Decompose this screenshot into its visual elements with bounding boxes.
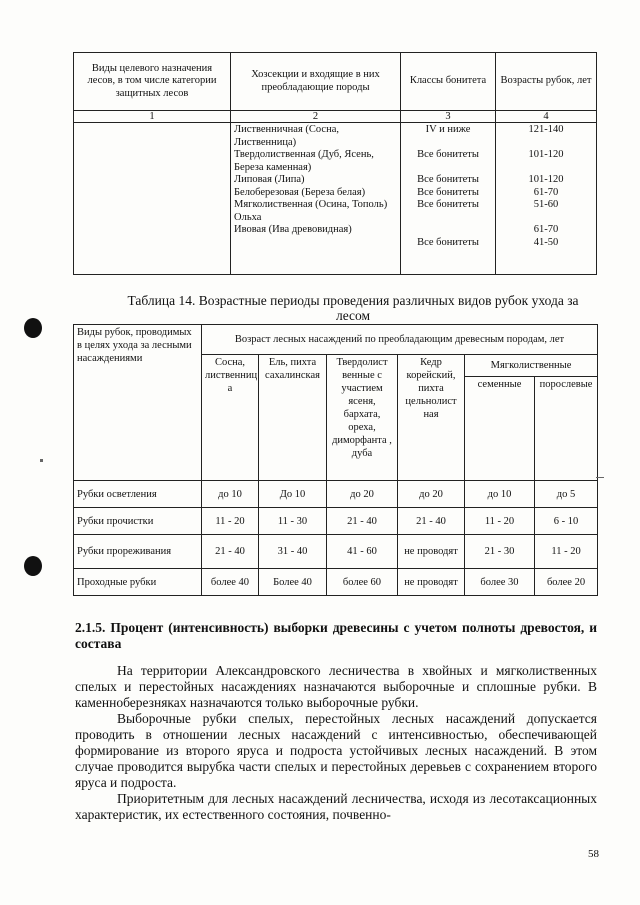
- table-cell: Все бонитеты: [417, 149, 479, 160]
- t1-header-purpose: Виды целевого назначения лесов, в том числе категории защитных лесов: [74, 53, 231, 111]
- table-cell: 21 - 40: [327, 508, 398, 535]
- t2-col-pine: Сосна, лиственниц а: [202, 355, 259, 481]
- t2-rowhead: Виды рубок, проводимых в целях ухода за лесными насаждениями: [74, 325, 202, 481]
- scan-speck: [40, 459, 43, 462]
- table-cell: 51-60: [533, 199, 559, 210]
- t2-col-softwood: Мягколиственные: [465, 355, 598, 377]
- scan-speck: [596, 477, 604, 478]
- t1-header-age: Возрасты рубок, лет: [496, 53, 597, 111]
- t1-header-sections: Хозсекции и входящие в них преобладающие породы: [231, 53, 401, 111]
- t1-colnum: 4: [496, 111, 597, 123]
- t1-bonitet-cell: [401, 123, 496, 275]
- age-of-cutting-table: [73, 52, 597, 275]
- table-cell: более 30: [465, 569, 535, 596]
- table-cell: не проводят: [398, 569, 465, 596]
- table-cell: 101-120: [528, 174, 564, 185]
- table-cell: более 60: [327, 569, 398, 596]
- table-cell: 61-70: [533, 224, 559, 235]
- table-cell: 41 - 60: [327, 535, 398, 569]
- table-cell: Все бонитеты: [417, 174, 479, 185]
- table-cell: 21 - 40: [202, 535, 259, 569]
- t1-colnum: 2: [231, 111, 401, 123]
- table-cell: до 20: [398, 481, 465, 508]
- table-cell: 11 - 20: [202, 508, 259, 535]
- t2-grouphead: Возраст лесных насаждений по преобладающим древесным породам, лет: [202, 325, 598, 355]
- paragraph: На территории Александровского лесничества в хвойных и мягколиственных спелых и перестойных насаждениях назначаются выборочные и сплошные рубки. В каменноберезняках назначаются только выборочные рубки.: [75, 663, 597, 710]
- table-cell: 101-120: [528, 149, 564, 160]
- t1-header-bonitet: Классы бонитета: [401, 53, 496, 111]
- table-row: Мягколиственная (Осина, Тополь): [234, 199, 388, 210]
- table-row: Белоберезовая (Береза белая): [234, 186, 366, 198]
- table-cell: 31 - 40: [259, 535, 327, 569]
- table-row: Ольха: [234, 211, 262, 223]
- table-cell: IV и ниже: [425, 124, 471, 135]
- table-row: Ивовая (Ива древовидная): [234, 224, 352, 235]
- table-cell: 61-70: [533, 186, 559, 198]
- t2-row-label: Рубки прореживания: [74, 535, 202, 569]
- paragraph: Приоритетным для лесных насаждений лесничества, исходя из лесотаксационных характеристик, их естественного состояния, почвенно-: [75, 791, 597, 822]
- t2-row-label: Рубки прочистки: [74, 508, 202, 535]
- table-cell: До 10: [259, 481, 327, 508]
- table-cell: до 20: [327, 481, 398, 508]
- page-number: 58: [588, 848, 599, 860]
- t1-colnum: 3: [401, 111, 496, 123]
- t2-col-coppice: порослевые: [535, 377, 598, 481]
- table-cell: 6 - 10: [535, 508, 598, 535]
- table-cell: до 10: [465, 481, 535, 508]
- t2-row-label: Проходные рубки: [74, 569, 202, 596]
- t2-col-seed: семенные: [465, 377, 535, 481]
- table-cell: до 10: [202, 481, 259, 508]
- table-cell: более 40: [202, 569, 259, 596]
- t1-sections-cell: [231, 123, 401, 275]
- table-cell: Более 40: [259, 569, 327, 596]
- table-caption: Таблица 14. Возрастные периоды проведения различных видов рубок ухода за лесом: [127, 293, 579, 323]
- thinning-periods-table: [73, 324, 598, 596]
- table-row: Твердолиственная (Дуб, Ясень, Береза каменная): [234, 149, 374, 173]
- table-cell: до 5: [535, 481, 598, 508]
- table-cell: 11 - 20: [465, 508, 535, 535]
- section-title: 2.1.5. Процент (интенсивность) выборки древесины с учетом полноты древостоя, и состава: [75, 620, 597, 651]
- t2-col-hardwood: Твердолист венные с участием ясеня, бархата, ореха, диморфанта , дуба: [327, 355, 398, 481]
- table-cell: более 20: [535, 569, 598, 596]
- t1-age-cell: [496, 123, 597, 275]
- table-cell: Все бонитеты: [417, 236, 479, 248]
- table-cell: 121-140: [528, 124, 564, 135]
- table-cell: 11 - 20: [535, 535, 598, 569]
- table-cell: не проводят: [398, 535, 465, 569]
- t2-col-cedar: Кедр корейский, пихта цельнолист ная: [398, 355, 465, 481]
- table-row: Липовая (Липа): [234, 174, 305, 185]
- table-cell: 21 - 40: [398, 508, 465, 535]
- punch-hole-mark: [24, 556, 42, 576]
- table-row: Лиственничная (Сосна, Лиственница): [234, 124, 339, 148]
- table-cell: 11 - 30: [259, 508, 327, 535]
- table-cell: 41-50: [533, 236, 559, 248]
- table-cell: Все бонитеты: [417, 186, 479, 198]
- punch-hole-mark: [24, 318, 42, 338]
- t1-colnum: 1: [74, 111, 231, 123]
- body-text: [75, 663, 597, 823]
- t2-col-spruce: Ель, пихта сахалинская: [259, 355, 327, 481]
- table-cell: 21 - 30: [465, 535, 535, 569]
- table-cell: Все бонитеты: [417, 199, 479, 210]
- paragraph: Выборочные рубки спелых, перестойных лесных насаждений допускается проводить в отношении лесных насаждений с интенсивностью, обеспечивающей формирование из второго яруса и подроста устойчивых лесных насаждений. В этом случае проводится вырубка части спелых и перестойных деревьев с сохранением второго яруса и подроста.: [75, 711, 597, 790]
- t2-row-label: Рубки осветления: [74, 481, 202, 508]
- t1-purpose-cell: [74, 123, 231, 275]
